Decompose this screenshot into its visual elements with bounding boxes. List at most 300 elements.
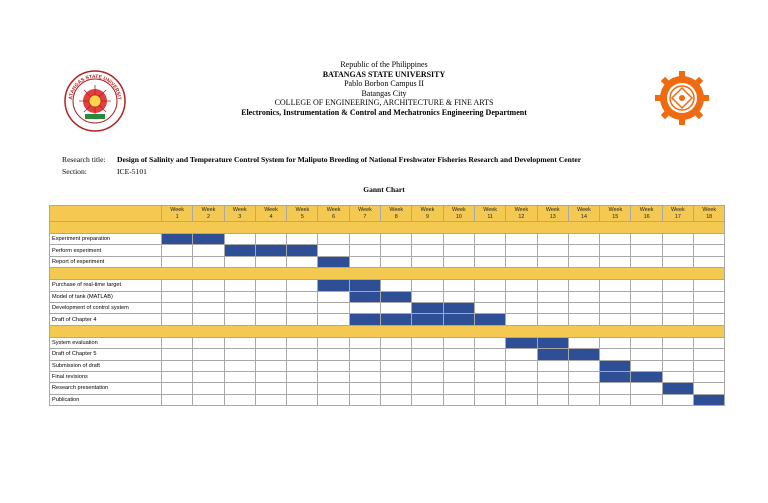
gantt-cell (694, 349, 725, 360)
gantt-cell (662, 337, 693, 348)
gantt-cell (506, 302, 537, 313)
gantt-cell (662, 360, 693, 371)
gantt-cell (224, 394, 255, 405)
gantt-cell (349, 371, 380, 382)
gantt-cell (568, 256, 599, 267)
gantt-cell (349, 256, 380, 267)
gantt-cell (506, 291, 537, 302)
gantt-cell (287, 291, 318, 302)
gantt-cell (474, 280, 505, 291)
gantt-cell (600, 383, 631, 394)
gantt-cell (349, 302, 380, 313)
week-header: Week 11 (474, 206, 505, 222)
gantt-cell (568, 245, 599, 256)
gantt-cell (255, 314, 286, 325)
gantt-cell (412, 349, 443, 360)
gantt-cell (224, 314, 255, 325)
group-separator (50, 325, 725, 337)
gantt-cell (287, 360, 318, 371)
week-header: Week 15 (600, 206, 631, 222)
gantt-cell (193, 245, 224, 256)
task-label: System evaluation (50, 337, 162, 348)
gantt-cell (318, 314, 349, 325)
gantt-cell (193, 349, 224, 360)
gantt-cell (506, 234, 537, 245)
gantt-cell (349, 360, 380, 371)
gantt-cell (694, 360, 725, 371)
gantt-cell (287, 349, 318, 360)
gantt-cell (537, 394, 568, 405)
research-meta (62, 154, 581, 178)
gantt-cell (162, 360, 193, 371)
gantt-cell (162, 280, 193, 291)
gantt-cell (537, 383, 568, 394)
gantt-bar-cell (412, 314, 443, 325)
gantt-bar-cell (381, 314, 412, 325)
task-label: Development of control system (50, 302, 162, 313)
gantt-cell (381, 245, 412, 256)
task-label: Model of tank (MATLAB) (50, 291, 162, 302)
gantt-cell (318, 234, 349, 245)
gantt-bar-cell (381, 291, 412, 302)
gantt-cell (318, 371, 349, 382)
gantt-row (50, 234, 725, 245)
gantt-bar-cell (662, 383, 693, 394)
gantt-cell (412, 371, 443, 382)
task-label: Research presentation (50, 383, 162, 394)
gantt-cell (349, 337, 380, 348)
section-label: Section: (62, 167, 87, 176)
gantt-cell (600, 280, 631, 291)
gantt-cell (568, 383, 599, 394)
gantt-cell (224, 302, 255, 313)
gantt-cell (255, 234, 286, 245)
gantt-bar-cell (349, 291, 380, 302)
gantt-cell (537, 314, 568, 325)
campus-name: Pablo Borbon Campus II (344, 79, 424, 89)
gantt-cell (287, 394, 318, 405)
gantt-cell (631, 291, 662, 302)
gantt-cell (662, 349, 693, 360)
gantt-cell (162, 394, 193, 405)
gantt-cell (662, 371, 693, 382)
gantt-cell (474, 337, 505, 348)
gantt-bar-cell (474, 314, 505, 325)
gantt-cell (318, 383, 349, 394)
gantt-cell (631, 314, 662, 325)
task-label: Submission of draft (50, 360, 162, 371)
gantt-cell (537, 291, 568, 302)
gantt-cell (568, 302, 599, 313)
week-header: Week 9 (412, 206, 443, 222)
gantt-cell (506, 360, 537, 371)
gantt-row (50, 383, 725, 394)
week-header: Week 18 (694, 206, 725, 222)
gantt-bar-cell (318, 256, 349, 267)
gantt-cell (443, 291, 474, 302)
gantt-bar-cell (349, 314, 380, 325)
gantt-cell (631, 256, 662, 267)
gantt-cell (381, 360, 412, 371)
gantt-cell (193, 280, 224, 291)
gantt-bar-cell (631, 371, 662, 382)
gantt-row (50, 371, 725, 382)
task-label: Report of experiment (50, 256, 162, 267)
university-seal-logo (64, 70, 126, 132)
week-header: Week 17 (662, 206, 693, 222)
gantt-cell (568, 280, 599, 291)
gantt-cell (193, 337, 224, 348)
gantt-cell (662, 314, 693, 325)
gantt-bar-cell (287, 245, 318, 256)
gantt-cell (162, 383, 193, 394)
gantt-cell (443, 234, 474, 245)
gantt-cell (568, 314, 599, 325)
gantt-cell (506, 280, 537, 291)
gantt-cell (224, 234, 255, 245)
gantt-cell (224, 349, 255, 360)
gantt-cell (600, 337, 631, 348)
gantt-bar-cell (600, 371, 631, 382)
gantt-cell (694, 383, 725, 394)
gantt-cell (287, 314, 318, 325)
gantt-cell (318, 360, 349, 371)
gantt-cell (537, 245, 568, 256)
university-name: BATANGAS STATE UNIVERSITY (322, 69, 446, 79)
gantt-row (50, 394, 725, 405)
week-header: Week 7 (349, 206, 380, 222)
gantt-cell (381, 383, 412, 394)
gantt-cell (694, 371, 725, 382)
gantt-cell (287, 302, 318, 313)
gantt-cell (506, 314, 537, 325)
gantt-cell (568, 394, 599, 405)
gantt-cell (162, 349, 193, 360)
gantt-cell (287, 371, 318, 382)
gantt-cell (568, 291, 599, 302)
gantt-cell (412, 280, 443, 291)
gantt-cell (443, 337, 474, 348)
gantt-bar-cell (318, 280, 349, 291)
gantt-cell (162, 291, 193, 302)
gantt-cell (349, 383, 380, 394)
week-header: Week 13 (537, 206, 568, 222)
gantt-cell (694, 314, 725, 325)
week-header: Week 5 (287, 206, 318, 222)
gantt-cell (537, 360, 568, 371)
gantt-cell (162, 256, 193, 267)
gantt-cell (318, 349, 349, 360)
week-header: Week 14 (568, 206, 599, 222)
gantt-cell (412, 291, 443, 302)
gantt-cell (287, 337, 318, 348)
gantt-cell (193, 314, 224, 325)
gantt-cell (255, 337, 286, 348)
gantt-cell (631, 302, 662, 313)
gantt-cell (443, 360, 474, 371)
gantt-cell (631, 337, 662, 348)
gantt-row (50, 360, 725, 371)
gantt-bar-cell (162, 234, 193, 245)
gantt-cell (381, 394, 412, 405)
gantt-cell (255, 302, 286, 313)
gantt-cell (412, 245, 443, 256)
gantt-bar-cell (443, 302, 474, 313)
gantt-cell (662, 280, 693, 291)
gantt-cell (506, 394, 537, 405)
section-value: ICE-5101 (117, 167, 147, 176)
task-label: Draft of Chapter 4 (50, 314, 162, 325)
gantt-cell (412, 394, 443, 405)
gantt-cell (318, 337, 349, 348)
gantt-cell (662, 245, 693, 256)
task-label: Final revisions (50, 371, 162, 382)
gantt-cell (506, 383, 537, 394)
gantt-cell (474, 302, 505, 313)
gantt-cell (506, 349, 537, 360)
gantt-cell (631, 245, 662, 256)
gantt-row (50, 337, 725, 348)
gantt-cell (631, 383, 662, 394)
group-separator (50, 268, 725, 280)
gantt-cell (255, 349, 286, 360)
gantt-cell (443, 256, 474, 267)
research-title-value: Design of Salinity and Temperature Control System for Maliputo Breeding of National Freshwater Fisheries Research and Development Center (117, 155, 582, 164)
gantt-cell (474, 383, 505, 394)
gantt-cell (255, 256, 286, 267)
gantt-cell (287, 280, 318, 291)
gantt-cell (224, 291, 255, 302)
gantt-cell (381, 337, 412, 348)
gantt-cell (694, 291, 725, 302)
country-line: Republic of the Philippines (340, 60, 428, 69)
gantt-bar-cell (537, 349, 568, 360)
gantt-cell (381, 371, 412, 382)
gantt-cell (349, 234, 380, 245)
gantt-cell (443, 383, 474, 394)
gantt-cell (443, 371, 474, 382)
gantt-cell (381, 234, 412, 245)
gantt-cell (600, 302, 631, 313)
gantt-cell (694, 337, 725, 348)
gantt-cell (255, 291, 286, 302)
gantt-cell (474, 349, 505, 360)
week-header: Week 12 (506, 206, 537, 222)
gantt-cell (193, 360, 224, 371)
gantt-cell (318, 291, 349, 302)
gantt-cell (381, 302, 412, 313)
gantt-bar-cell (600, 360, 631, 371)
gantt-cell (568, 337, 599, 348)
gantt-cell (162, 371, 193, 382)
gantt-cell (443, 245, 474, 256)
week-header: Week 2 (193, 206, 224, 222)
gantt-cell (412, 337, 443, 348)
gantt-cell (600, 256, 631, 267)
gantt-cell (224, 371, 255, 382)
gantt-cell (255, 383, 286, 394)
gantt-bar-cell (224, 245, 255, 256)
gantt-bar-cell (568, 349, 599, 360)
gantt-chart (49, 205, 725, 406)
gantt-cell (474, 234, 505, 245)
gantt-cell (694, 256, 725, 267)
gantt-cell (255, 371, 286, 382)
week-header: Week 16 (631, 206, 662, 222)
gantt-cell (381, 349, 412, 360)
week-header: Week 1 (162, 206, 193, 222)
gantt-cell (694, 245, 725, 256)
gantt-cell (193, 302, 224, 313)
gantt-row (50, 280, 725, 291)
gantt-cell (600, 291, 631, 302)
gantt-cell (255, 360, 286, 371)
gantt-cell (662, 291, 693, 302)
gantt-cell (474, 291, 505, 302)
gantt-cell (193, 291, 224, 302)
gantt-cell (694, 280, 725, 291)
gantt-table (49, 205, 725, 406)
gantt-cell (193, 256, 224, 267)
college-gear-logo (654, 70, 710, 126)
gantt-bar-cell (349, 280, 380, 291)
gantt-cell (537, 280, 568, 291)
gantt-cell (474, 360, 505, 371)
week-header: Week 10 (443, 206, 474, 222)
gantt-cell (162, 302, 193, 313)
gantt-cell (694, 234, 725, 245)
gantt-cell (631, 394, 662, 405)
gantt-cell (255, 394, 286, 405)
gantt-cell (412, 360, 443, 371)
gantt-bar-cell (255, 245, 286, 256)
gantt-cell (224, 360, 255, 371)
gantt-cell (349, 245, 380, 256)
week-header: Week 3 (224, 206, 255, 222)
svg-text:BATANGAS STATE UNIVERSITY: ATANGAS STATE UNIVERSIT (68, 73, 123, 101)
gantt-row (50, 256, 725, 267)
gantt-cell (318, 394, 349, 405)
task-label: Perform experiment (50, 245, 162, 256)
week-header: Week 6 (318, 206, 349, 222)
college-name: COLLEGE OF ENGINEERING, ARCHITECTURE & FINE ARTS (274, 98, 494, 108)
gantt-cell (255, 280, 286, 291)
gantt-cell (193, 383, 224, 394)
gantt-cell (224, 256, 255, 267)
gantt-cell (193, 371, 224, 382)
gantt-cell (474, 394, 505, 405)
gantt-cell (474, 371, 505, 382)
gantt-cell (600, 314, 631, 325)
gantt-cell (662, 394, 693, 405)
gantt-row (50, 314, 725, 325)
gantt-cell (568, 371, 599, 382)
gantt-cell (443, 280, 474, 291)
gantt-cell (600, 234, 631, 245)
gantt-cell (381, 256, 412, 267)
gantt-row (50, 245, 725, 256)
gantt-cell (412, 256, 443, 267)
gantt-bar-cell (193, 234, 224, 245)
task-label: Publication (50, 394, 162, 405)
task-label: Draft of Chapter 5 (50, 349, 162, 360)
gantt-cell (474, 245, 505, 256)
gantt-row (50, 349, 725, 360)
gantt-cell (224, 337, 255, 348)
gantt-cell (568, 234, 599, 245)
gantt-cell (631, 280, 662, 291)
gantt-cell (443, 349, 474, 360)
week-header: Week 4 (255, 206, 286, 222)
department-name: Electronics, Instrumentation & Control and Mechatronics Engineering Department (241, 107, 527, 117)
gantt-cell (537, 371, 568, 382)
gantt-cell (381, 280, 412, 291)
document-header (180, 60, 588, 118)
gantt-cell (631, 360, 662, 371)
gantt-cell (443, 394, 474, 405)
gantt-cell (474, 256, 505, 267)
gantt-cell (506, 371, 537, 382)
gantt-cell (349, 349, 380, 360)
city-name: Batangas City (361, 88, 407, 98)
gantt-cell (193, 394, 224, 405)
gantt-cell (631, 349, 662, 360)
gantt-bar-cell (537, 337, 568, 348)
gantt-cell (537, 234, 568, 245)
gantt-cell (662, 234, 693, 245)
gantt-cell (506, 245, 537, 256)
gantt-cell (412, 383, 443, 394)
gantt-cell (349, 394, 380, 405)
gantt-cell (318, 245, 349, 256)
gantt-cell (162, 337, 193, 348)
gantt-cell (631, 234, 662, 245)
task-label: Experiment preparation (50, 234, 162, 245)
gantt-cell (224, 280, 255, 291)
gantt-cell (662, 302, 693, 313)
group-separator (50, 222, 725, 234)
gantt-cell (318, 302, 349, 313)
gantt-cell (287, 256, 318, 267)
gantt-title: Gannt Chart (363, 185, 405, 194)
gantt-bar-cell (443, 314, 474, 325)
gantt-cell (600, 349, 631, 360)
gantt-cell (568, 360, 599, 371)
gantt-cell (162, 314, 193, 325)
gantt-cell (662, 256, 693, 267)
gantt-bar-cell (694, 394, 725, 405)
gantt-cell (506, 256, 537, 267)
gantt-cell (287, 234, 318, 245)
gantt-cell (537, 256, 568, 267)
research-title-label: Research title: (62, 155, 106, 164)
task-label: Purchase of real-time target (50, 280, 162, 291)
gantt-header-blank (50, 206, 162, 222)
gantt-cell (162, 245, 193, 256)
gantt-cell (412, 234, 443, 245)
gantt-bar-cell (412, 302, 443, 313)
gantt-row (50, 302, 725, 313)
gantt-cell (287, 383, 318, 394)
gantt-cell (600, 394, 631, 405)
gantt-cell (600, 245, 631, 256)
gantt-bar-cell (506, 337, 537, 348)
gantt-cell (224, 383, 255, 394)
week-header: Week 8 (381, 206, 412, 222)
gantt-row (50, 291, 725, 302)
gantt-cell (694, 302, 725, 313)
gantt-cell (537, 302, 568, 313)
